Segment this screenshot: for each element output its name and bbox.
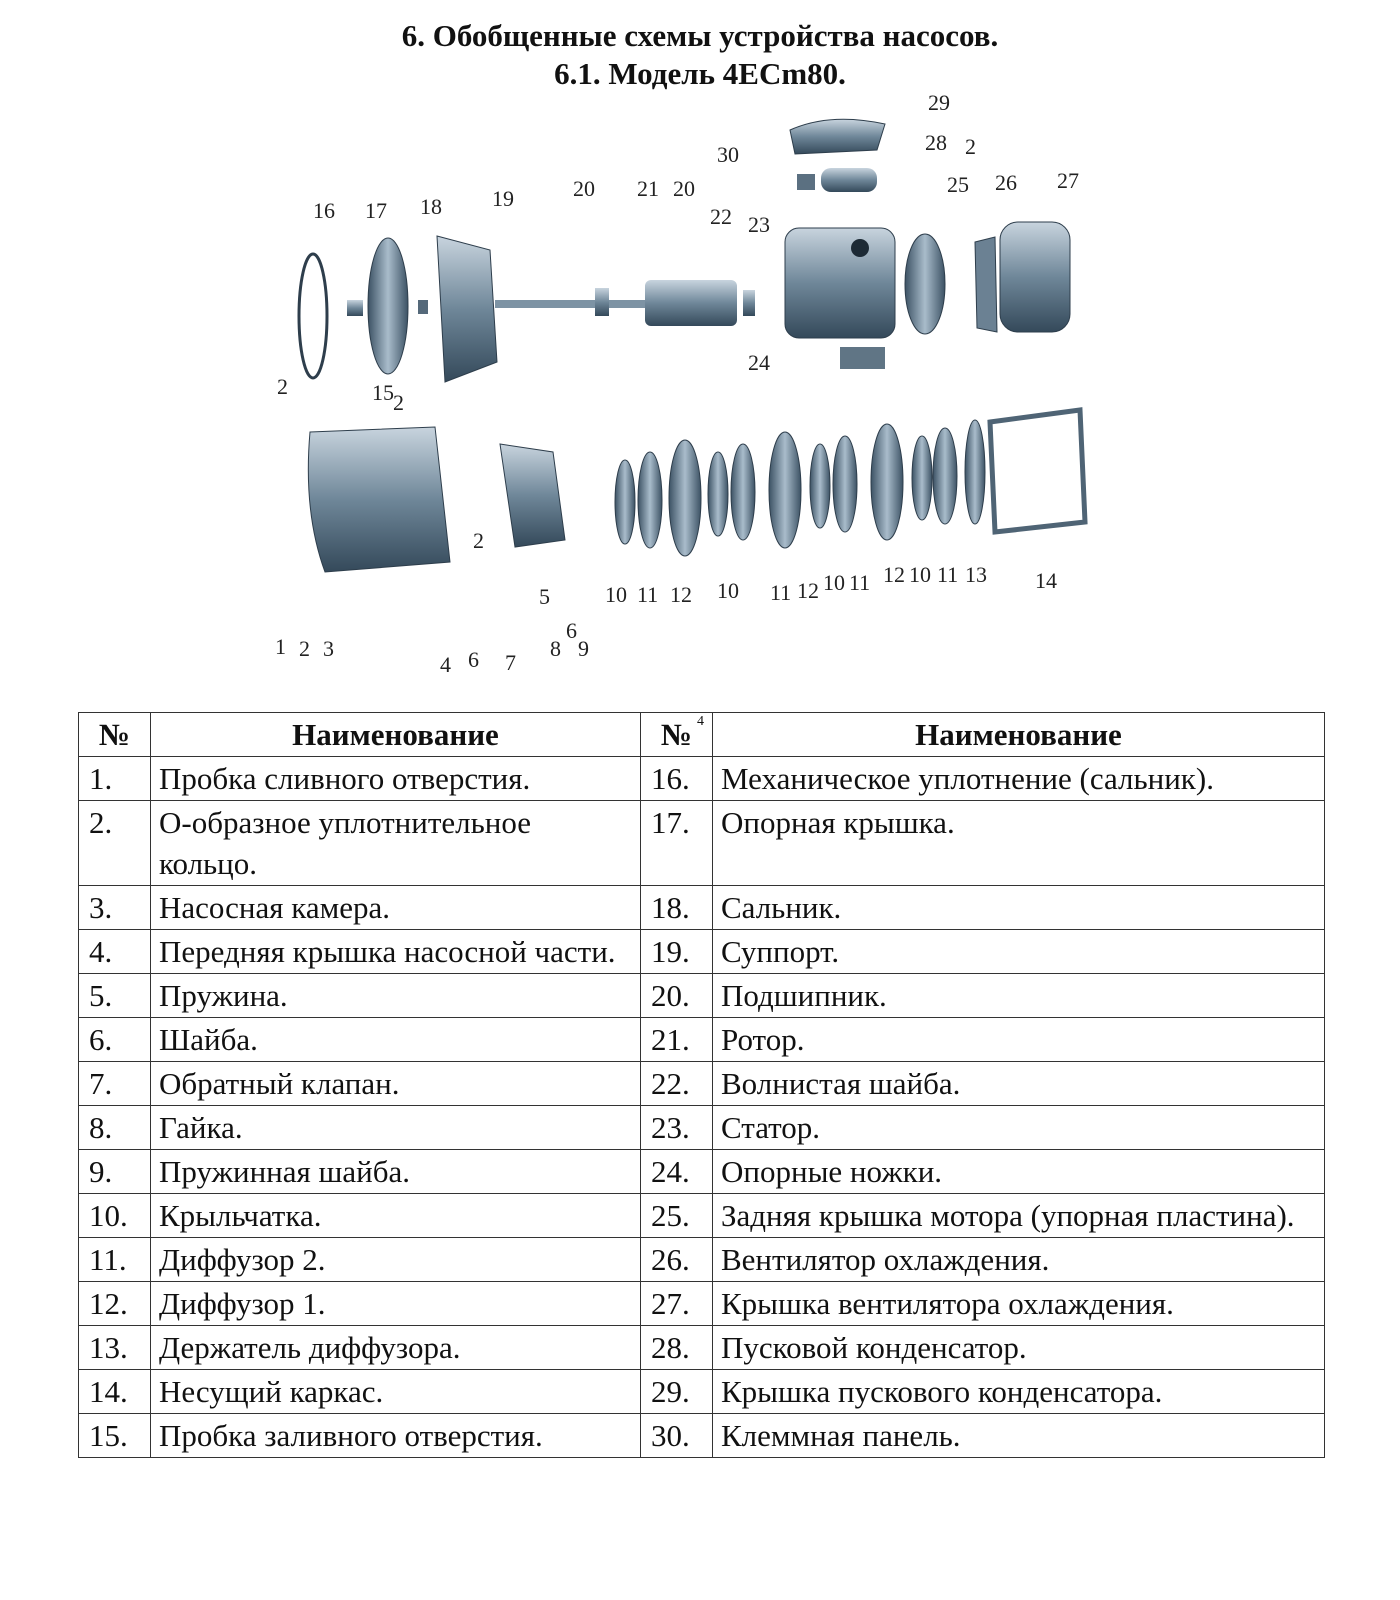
svg-text:14: 14 bbox=[1035, 568, 1057, 593]
bracket-part bbox=[437, 236, 497, 382]
callout-labels bbox=[275, 90, 1079, 677]
part-number: 13. bbox=[79, 1326, 151, 1370]
table-row bbox=[79, 1238, 1325, 1282]
svg-text:2: 2 bbox=[277, 374, 288, 399]
part-number: 19. bbox=[641, 930, 713, 974]
part-name: Несущий каркас. bbox=[151, 1370, 641, 1414]
table-row bbox=[79, 930, 1325, 974]
table-row bbox=[79, 1370, 1325, 1414]
part-number: 6. bbox=[79, 1018, 151, 1062]
part-name: Опорная крышка. bbox=[713, 801, 1325, 886]
part-name: Опорные ножки. bbox=[713, 1150, 1325, 1194]
part-number: 16. bbox=[641, 757, 713, 801]
svg-text:10: 10 bbox=[909, 562, 931, 587]
table-row bbox=[79, 886, 1325, 930]
svg-text:23: 23 bbox=[748, 212, 770, 237]
svg-text:30: 30 bbox=[717, 142, 739, 167]
svg-text:11: 11 bbox=[637, 582, 659, 607]
part-number: 30. bbox=[641, 1414, 713, 1458]
part-name: Клеммная панель. bbox=[713, 1414, 1325, 1458]
svg-text:22: 22 bbox=[710, 204, 732, 229]
section-subtitle: 6.1. Модель 4ECm80. bbox=[554, 56, 846, 91]
part-number: 7. bbox=[79, 1062, 151, 1106]
svg-text:20: 20 bbox=[573, 176, 595, 201]
table-row bbox=[79, 801, 1325, 886]
part-number: 11. bbox=[79, 1238, 151, 1282]
part-number: 12. bbox=[79, 1282, 151, 1326]
part-number: 20. bbox=[641, 974, 713, 1018]
svg-text:8: 8 bbox=[550, 636, 561, 661]
part-number: 14. bbox=[79, 1370, 151, 1414]
svg-text:6: 6 bbox=[468, 647, 479, 672]
svg-text:26: 26 bbox=[995, 170, 1017, 195]
table-row bbox=[79, 1326, 1325, 1370]
part-name: Крышка пускового конденсатора. bbox=[713, 1370, 1325, 1414]
part-number: 1. bbox=[79, 757, 151, 801]
feet-part bbox=[840, 347, 885, 369]
part-number: 23. bbox=[641, 1106, 713, 1150]
stator-housing-part bbox=[785, 228, 895, 338]
section-title: 6. Обобщенные схемы устройства насосов. bbox=[401, 18, 999, 53]
pump-chamber-part bbox=[308, 427, 450, 572]
capacitor-cover-part bbox=[790, 119, 885, 154]
table-row bbox=[79, 1150, 1325, 1194]
impeller-stack bbox=[615, 420, 985, 556]
mech-seal-part bbox=[347, 300, 363, 316]
svg-text:17: 17 bbox=[365, 198, 387, 223]
part-number: 4. bbox=[79, 930, 151, 974]
column-header-num: № bbox=[79, 713, 151, 757]
stator-port-part bbox=[851, 239, 869, 257]
svg-text:11: 11 bbox=[937, 562, 959, 587]
svg-text:7: 7 bbox=[505, 650, 516, 675]
svg-text:29: 29 bbox=[928, 90, 950, 115]
part-name: Пружинная шайба. bbox=[151, 1150, 641, 1194]
part-name: Передняя крышка насосной части. bbox=[151, 930, 641, 974]
svg-text:13: 13 bbox=[965, 562, 987, 587]
part-name: Сальник. bbox=[713, 886, 1325, 930]
svg-text:9: 9 bbox=[578, 636, 589, 661]
svg-text:21: 21 bbox=[637, 176, 659, 201]
svg-text:5: 5 bbox=[539, 584, 550, 609]
part-name: Суппорт. bbox=[713, 930, 1325, 974]
part-name: Обратный клапан. bbox=[151, 1062, 641, 1106]
parts-table bbox=[78, 712, 1325, 1458]
table-row bbox=[79, 757, 1325, 801]
table-row bbox=[79, 1106, 1325, 1150]
part-name: Вентилятор охлаждения. bbox=[713, 1238, 1325, 1282]
part-name: Пробка сливного отверстия. bbox=[151, 757, 641, 801]
pump-exploded-diagram bbox=[275, 90, 1115, 692]
svg-text:25: 25 bbox=[947, 172, 969, 197]
part-name: Ротор. bbox=[713, 1018, 1325, 1062]
part-name: Подшипник. bbox=[713, 974, 1325, 1018]
part-name: Пробка заливного отверстия. bbox=[151, 1414, 641, 1458]
svg-text:2: 2 bbox=[299, 636, 310, 661]
part-number: 5. bbox=[79, 974, 151, 1018]
table-row bbox=[79, 1194, 1325, 1238]
part-number: 17. bbox=[641, 801, 713, 886]
part-number: 21. bbox=[641, 1018, 713, 1062]
part-name: Волнистая шайба. bbox=[713, 1062, 1325, 1106]
part-name: Насосная камера. bbox=[151, 886, 641, 930]
part-number: 3. bbox=[79, 886, 151, 930]
column-header-name: Наименование bbox=[151, 713, 641, 757]
table-row bbox=[79, 1282, 1325, 1326]
svg-text:12: 12 bbox=[797, 578, 819, 603]
part-number: 8. bbox=[79, 1106, 151, 1150]
rear-cover-part bbox=[905, 234, 945, 334]
table-row bbox=[79, 1062, 1325, 1106]
svg-text:12: 12 bbox=[670, 582, 692, 607]
part-name: Статор. bbox=[713, 1106, 1325, 1150]
svg-text:3: 3 bbox=[323, 636, 334, 661]
svg-text:4: 4 bbox=[440, 652, 451, 677]
part-number: 2. bbox=[79, 801, 151, 886]
svg-text:10: 10 bbox=[823, 570, 845, 595]
o-ring-part bbox=[299, 254, 327, 378]
rotor-part bbox=[645, 280, 737, 326]
shaft-part bbox=[495, 300, 645, 308]
svg-text:2: 2 bbox=[393, 390, 404, 415]
svg-text:1: 1 bbox=[275, 634, 286, 659]
svg-text:28: 28 bbox=[925, 130, 947, 155]
svg-text:15: 15 bbox=[372, 380, 394, 405]
svg-text:11: 11 bbox=[849, 570, 871, 595]
svg-text:12: 12 bbox=[883, 562, 905, 587]
part-number: 9. bbox=[79, 1150, 151, 1194]
part-name: Пусковой конденсатор. bbox=[713, 1326, 1325, 1370]
part-name: Гайка. bbox=[151, 1106, 641, 1150]
svg-text:2: 2 bbox=[473, 528, 484, 553]
part-name: О-образное уплотнительное кольцо. bbox=[151, 801, 641, 886]
svg-text:6: 6 bbox=[566, 618, 577, 643]
svg-text:27: 27 bbox=[1057, 168, 1079, 193]
svg-text:2: 2 bbox=[965, 134, 976, 159]
part-number: 10. bbox=[79, 1194, 151, 1238]
svg-text:10: 10 bbox=[605, 582, 627, 607]
part-number: 22. bbox=[641, 1062, 713, 1106]
part-name: Держатель диффузора. bbox=[151, 1326, 641, 1370]
part-number: 26. bbox=[641, 1238, 713, 1282]
svg-text:24: 24 bbox=[748, 350, 770, 375]
svg-text:20: 20 bbox=[673, 176, 695, 201]
svg-text:19: 19 bbox=[492, 186, 514, 211]
support-cover-part bbox=[368, 238, 408, 374]
frame-part bbox=[990, 410, 1085, 532]
front-cover-part bbox=[500, 444, 565, 547]
svg-text:16: 16 bbox=[313, 198, 335, 223]
part-number: 29. bbox=[641, 1370, 713, 1414]
part-name: Крыльчатка. bbox=[151, 1194, 641, 1238]
page-footnote-mark: 4 bbox=[697, 714, 704, 729]
part-name: Диффузор 1. bbox=[151, 1282, 641, 1326]
part-name: Шайба. bbox=[151, 1018, 641, 1062]
table-row bbox=[79, 1018, 1325, 1062]
part-name: Пружина. bbox=[151, 974, 641, 1018]
column-header-name-2: Наименование bbox=[713, 713, 1325, 757]
column-header-num-2: № bbox=[641, 713, 713, 757]
bearing-front-part bbox=[595, 288, 609, 316]
seal-part bbox=[418, 300, 428, 314]
part-number: 25. bbox=[641, 1194, 713, 1238]
part-number: 18. bbox=[641, 886, 713, 930]
terminal-panel-part bbox=[797, 174, 815, 190]
part-name: Диффузор 2. bbox=[151, 1238, 641, 1282]
part-number: 24. bbox=[641, 1150, 713, 1194]
part-number: 27. bbox=[641, 1282, 713, 1326]
fan-part bbox=[975, 237, 997, 332]
svg-text:18: 18 bbox=[420, 194, 442, 219]
fan-cover-part bbox=[1000, 222, 1070, 332]
svg-text:11: 11 bbox=[770, 580, 792, 605]
part-name: Крышка вентилятора охлаждения. bbox=[713, 1282, 1325, 1326]
bearing-rear-part bbox=[743, 290, 755, 316]
part-name: Механическое уплотнение (сальник). bbox=[713, 757, 1325, 801]
part-number: 15. bbox=[79, 1414, 151, 1458]
part-number: 28. bbox=[641, 1326, 713, 1370]
capacitor-part bbox=[821, 168, 877, 192]
table-row bbox=[79, 974, 1325, 1018]
exploded-view-drawing bbox=[275, 90, 1115, 692]
table-row bbox=[79, 1414, 1325, 1458]
part-name: Задняя крышка мотора (упорная пластина). bbox=[713, 1194, 1325, 1238]
svg-text:10: 10 bbox=[717, 578, 739, 603]
